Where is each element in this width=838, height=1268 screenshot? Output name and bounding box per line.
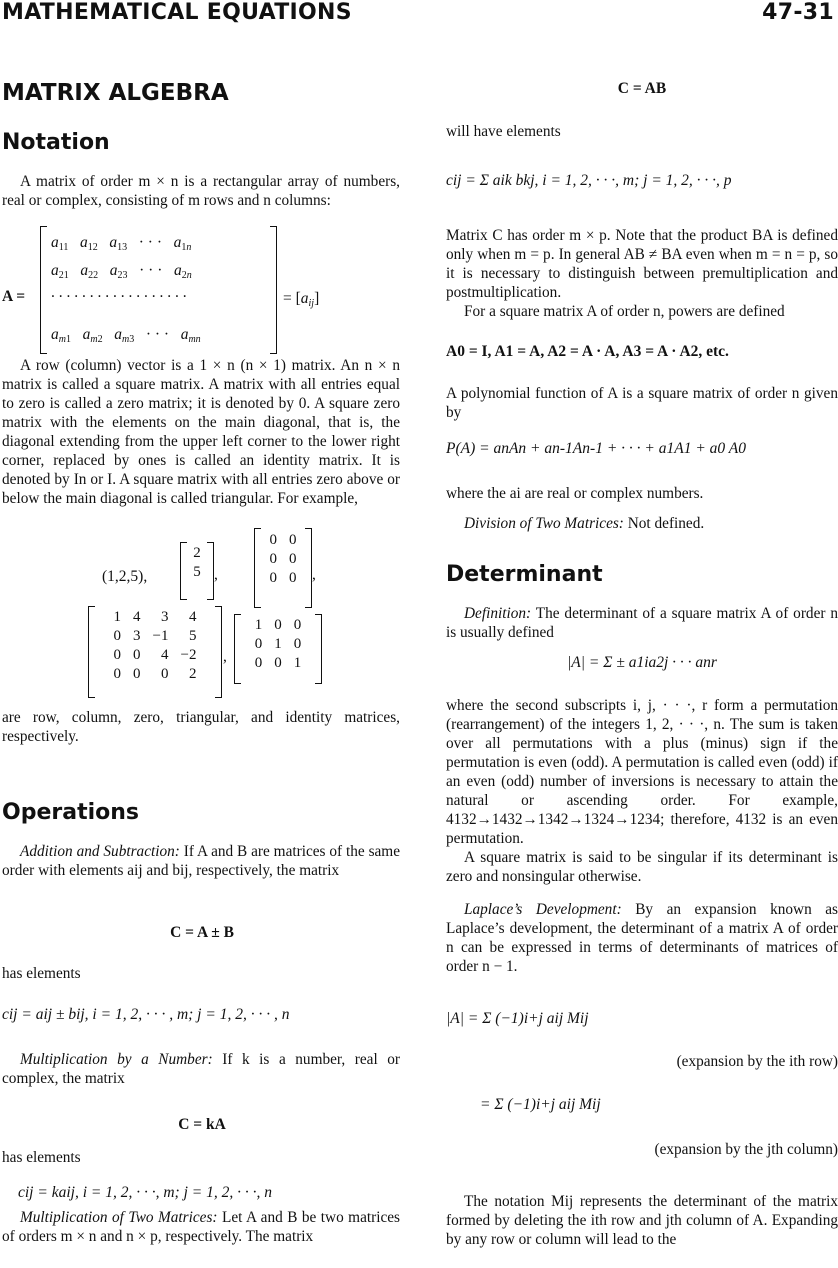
- equation-cij-product: cij = Σ aik bkj, i = 1, 2, · · ·, m; j = 1, 2, · · ·, p: [446, 172, 732, 189]
- comma: ,: [214, 566, 218, 583]
- division-paragraph: [446, 514, 838, 533]
- examples-caption: are row, column, zero, triangular, and identity matrices, respectively.: [2, 709, 400, 745]
- where-paragraph: where the ai are real or complex numbers.: [446, 485, 704, 502]
- mij-notation-paragraph: The notation Mij represents the determinant of the matrix formed by deleting the ith row and jth column of A. Expanding by any row or column will lead to the: [446, 1193, 838, 1248]
- multiplication-number-title: Multiplication by a Number:: [20, 1051, 213, 1068]
- row-vector-example: (1,2,5),: [102, 568, 148, 585]
- equation-c-ka: C = kA: [178, 1116, 226, 1133]
- matrix-aij-notation: = $[a_{ij}]$: [283, 290, 320, 309]
- definition-paragraph: [446, 604, 838, 642]
- has-elements-label: has elements: [2, 965, 81, 982]
- equation-c-a-pm-b: C = A ± B: [170, 924, 234, 941]
- multiplication-number-text: If k is a number, real or complex, the matrix: [2, 1051, 401, 1087]
- laplace-row-note: (expansion by the ith row): [676, 1053, 838, 1070]
- column-vector-example: 2 5: [180, 542, 214, 600]
- running-header-title: MATHEMATICAL EQUATIONS: [2, 0, 352, 25]
- equation-cij-k: cij = kaij, i = 1, 2, · · ·, m; j = 1, 2, · · ·, n: [18, 1184, 272, 1201]
- division-text: Not defined.: [627, 515, 705, 532]
- page-number: 47-31: [762, 0, 834, 25]
- matrix-a-label: A =: [2, 288, 26, 305]
- comma: ,: [223, 648, 227, 665]
- polynomial-paragraph: A polynomial function of A is a square matrix of order n given by: [446, 385, 838, 421]
- addition-subtraction-title: Addition and Subtraction:: [20, 843, 180, 860]
- laplace-text: By an expansion known as Laplace’s development, the determinant of a matrix A of order n can be expressed in terms of determinants of matrices of order n − 1.: [446, 901, 838, 975]
- multiplication-number-paragraph: [2, 1050, 400, 1088]
- order-paragraph: Matrix C has order m × p. Note that the product BA is defined only when m = p. In general AB ≠ BA even when m = n = p, so it is necessary to distinguish between premultiplication and postmultiplication.: [446, 227, 838, 301]
- will-have-elements: will have elements: [446, 123, 561, 140]
- permutation-paragraph: where the second subscripts i, j, · · ·, r form a permutation (rearrangement) of the integers 1, 2, · · ·, n. The sum is taken over all permutations with a plus (minus) sign if the permutation is even (odd). A permutation is called even (odd) if an even (odd) number of inversions is necessary to attain the natural or ascending order. For example, 4132→1432→1342→1324→1234; therefore, 4132 is an even permutation.: [446, 697, 838, 847]
- multiplication-two-paragraph: [2, 1208, 400, 1246]
- section-title: MATRIX ALGEBRA: [2, 80, 229, 106]
- has-elements-label: has elements: [2, 1149, 81, 1166]
- general-matrix: $a_{11}$ $a_{12}$ $a_{13}$ · · · $a_{1n}$ $a_{21}$ $a_{22}$ $a_{23}$ · · · $a_{2n}$ . . . . . . . . . . . . . . . . . . $a_{m1}$ $a_{m2}$ $a_{m3}$ · · · $a_{mn}$: [40, 226, 277, 354]
- operations-heading: Operations: [2, 800, 139, 825]
- zero-matrix-example: 0 0 0 0 0 0: [254, 528, 312, 608]
- equation-powers: A0 = I, A1 = A, A2 = A · A, A3 = A · A2, etc.: [446, 343, 729, 360]
- addition-subtraction-text: If A and B are matrices of the same order with elements aij and bij, respectively, the matrix: [2, 843, 400, 879]
- determinant-heading: Determinant: [446, 562, 603, 587]
- comma: ,: [312, 566, 316, 583]
- triangular-matrix-example: 1 4 3 4 0 3 −1 5 0 0 4 −2 0 0 0 2: [88, 606, 222, 698]
- laplace-title: Laplace’s Development:: [464, 901, 622, 918]
- laplace-paragraph: [446, 900, 838, 976]
- notation-paragraph: A matrix of order m × n is a rectangular array of numbers, real or complex, consisting of m rows and n columns:: [2, 173, 400, 209]
- row-vector-paragraph: A row (column) vector is a 1 × n (n × 1) matrix. An n × n matrix is called a square matrix. A matrix with all entries equal to zero is called a zero matrix; it is denoted by 0. A square zero matrix with the elements on the main diagonal, that is, the diagonal extending from the upper left corner to the lower right corner, replaced by ones is called an identity matrix. It is denoted by In or I. A square matrix with all entries zero above or below the main diagonal is called triangular. For example,: [2, 357, 400, 507]
- multiplication-two-text: Let A and B be two matrices of orders m × n and n × p, respectively. The matrix: [2, 1209, 400, 1245]
- laplace-column-note: (expansion by the jth column): [654, 1141, 838, 1158]
- multiplication-two-title: Multiplication of Two Matrices:: [20, 1209, 218, 1226]
- powers-paragraph: For a square matrix A of order n, powers are defined: [464, 303, 785, 320]
- equation-determinant: |A| = Σ ± a1ia2j · · · anr: [567, 654, 717, 671]
- division-title: Division of Two Matrices:: [464, 515, 624, 532]
- equation-laplace-row: |A| = Σ (−1)i+j aij Mij: [446, 1010, 589, 1027]
- definition-title: Definition:: [464, 605, 532, 622]
- singular-paragraph: A square matrix is said to be singular if its determinant is zero and nonsingular otherwise.: [446, 849, 838, 885]
- equation-laplace-column: = Σ (−1)i+j aij Mij: [480, 1096, 601, 1113]
- definition-text: The determinant of a square matrix A of order n is usually defined: [446, 605, 838, 641]
- equation-cij-sum: cij = aij ± bij, i = 1, 2, · · · , m; j = 1, 2, · · · , n: [2, 1006, 290, 1023]
- identity-matrix-example: 1 0 0 0 1 0 0 0 1: [234, 614, 322, 684]
- equation-c-ab: C = AB: [617, 80, 667, 97]
- notation-heading: Notation: [2, 130, 110, 155]
- equation-polynomial: P(A) = anAn + an-1An-1 + · · · + a1A1 + a0 A0: [446, 440, 746, 457]
- addition-subtraction-paragraph: [2, 842, 400, 880]
